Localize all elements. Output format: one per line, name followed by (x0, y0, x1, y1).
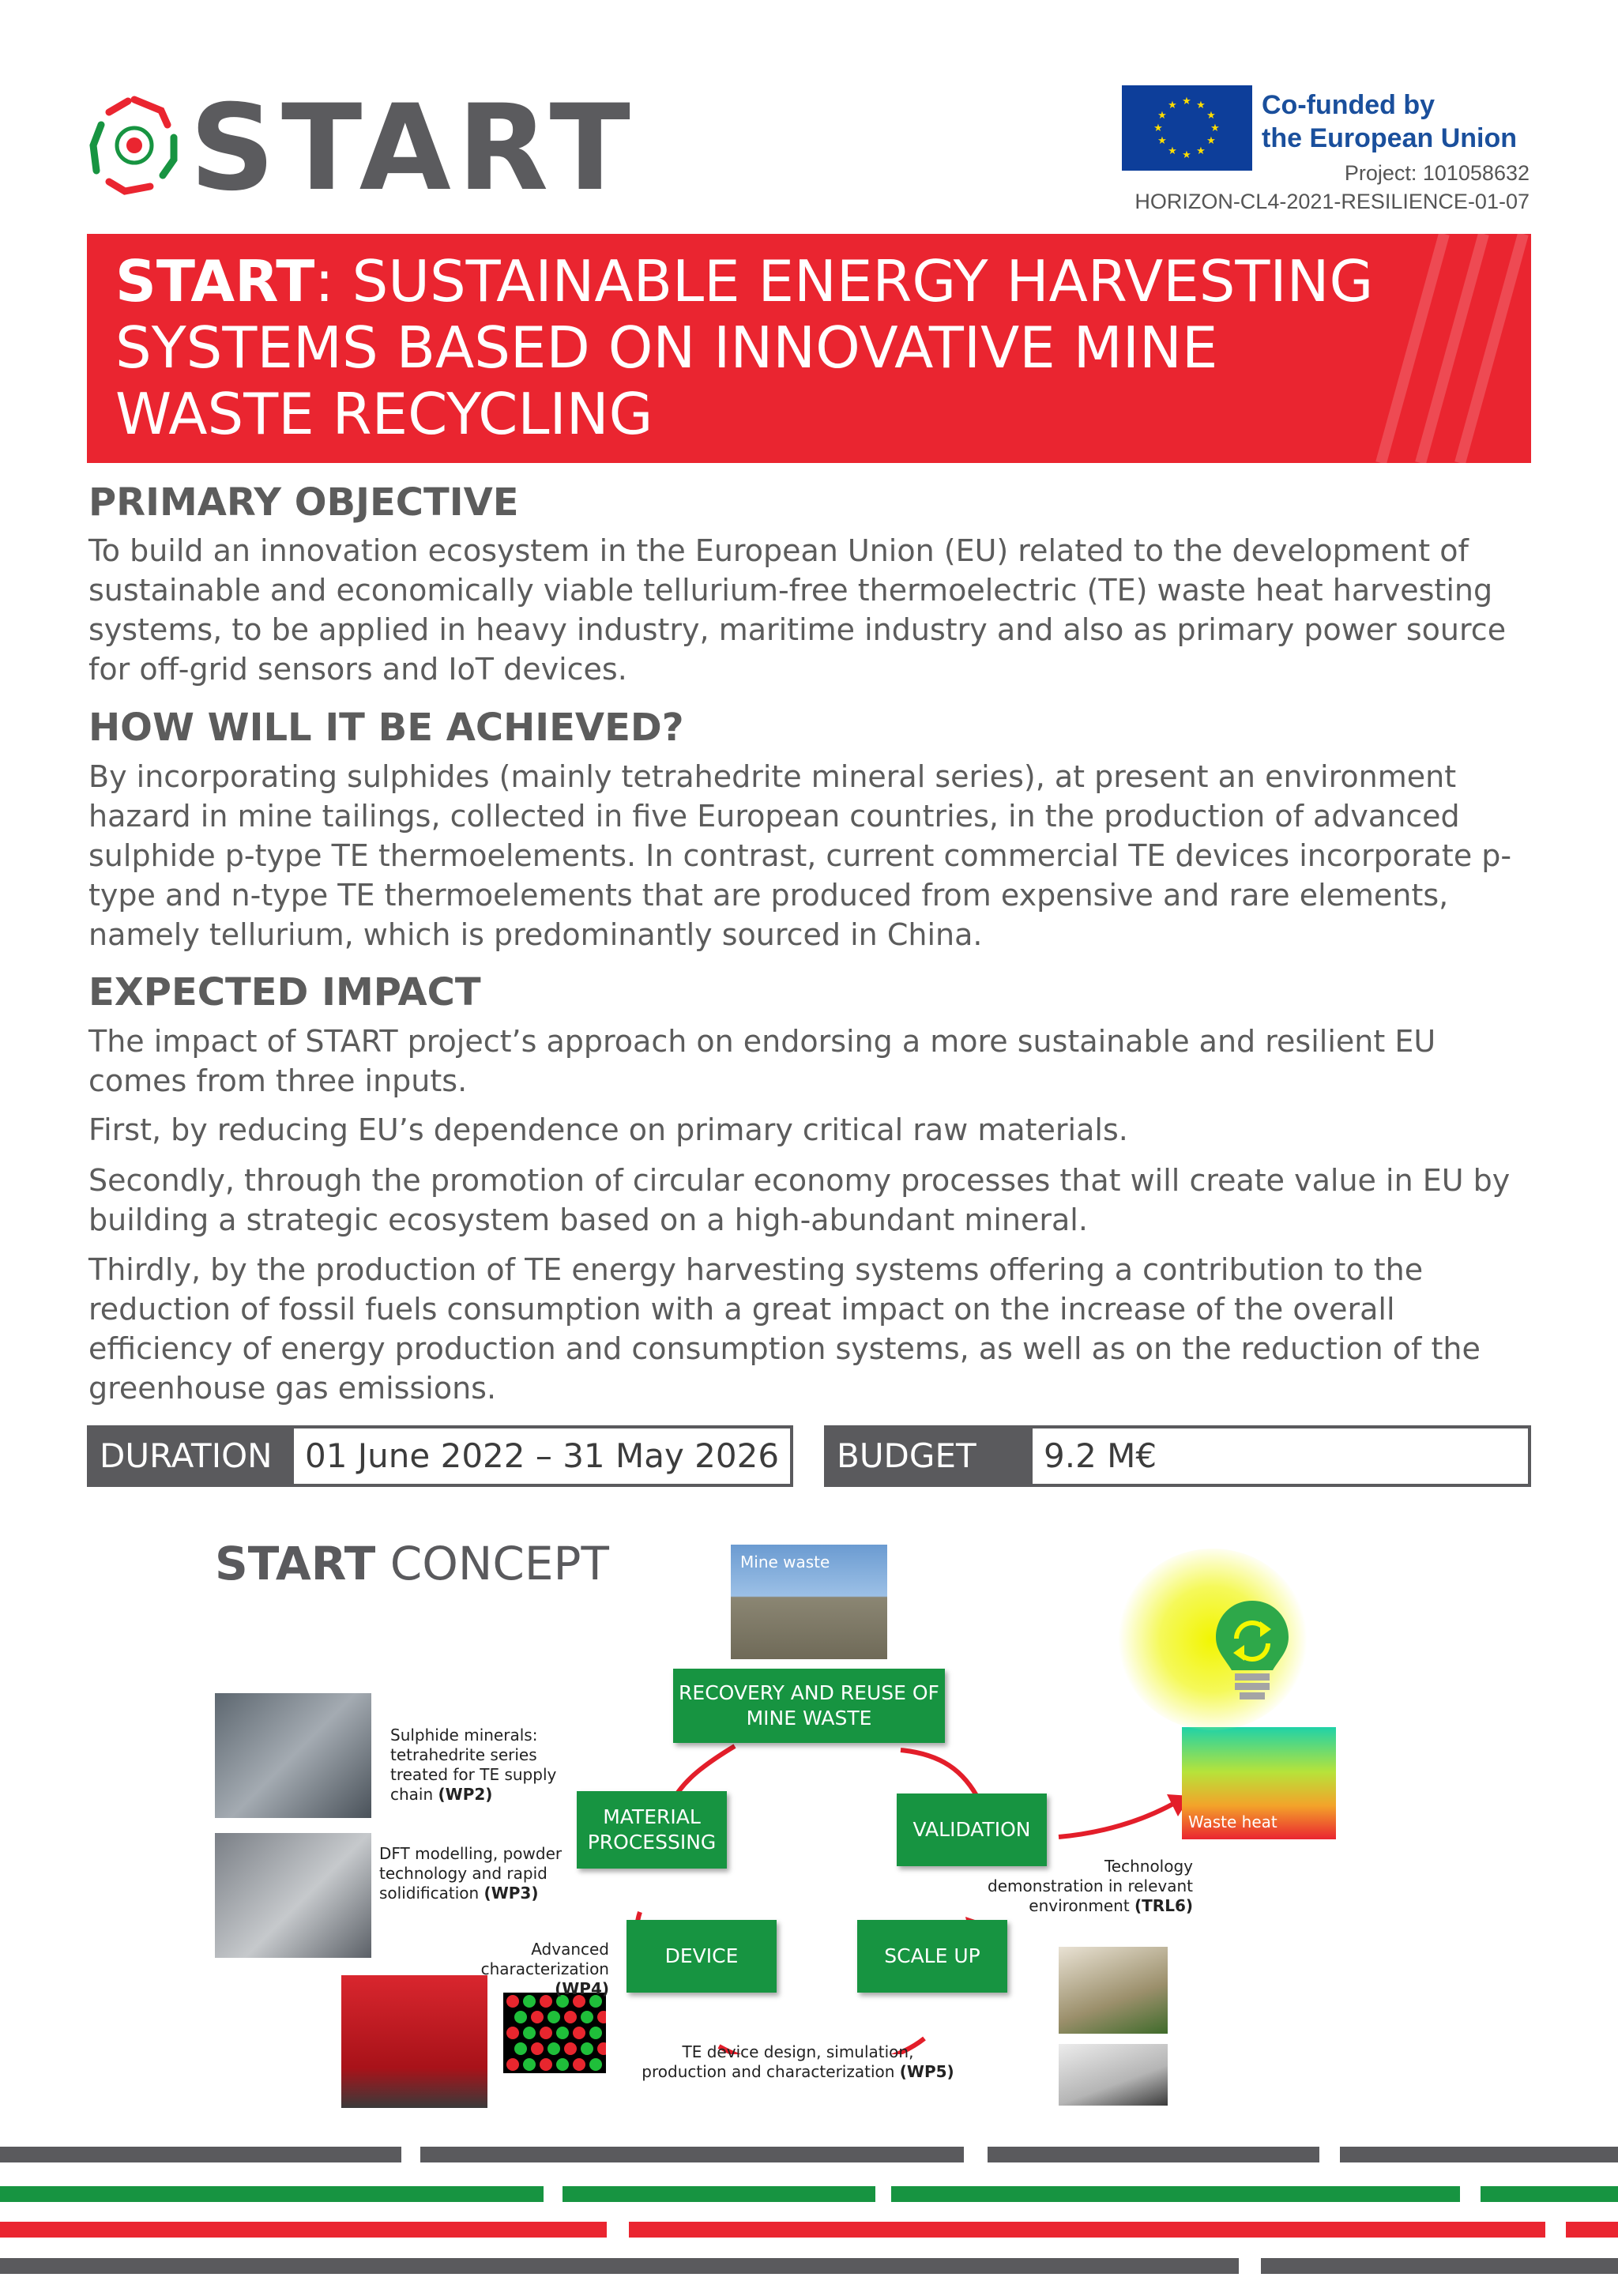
call-identifier: HORIZON-CL4-2021-RESILIENCE-01-07 (1134, 190, 1530, 213)
mine-waste-photo (731, 1545, 887, 1659)
lattice-dot (531, 2011, 544, 2023)
stripe-grey-3 (988, 2147, 1319, 2162)
svg-text:★: ★ (1168, 145, 1177, 157)
lattice-dot (589, 2027, 602, 2039)
lattice-dot (573, 2027, 585, 2039)
concept-title (215, 1537, 609, 1590)
lattice-dot (540, 2058, 552, 2071)
lattice-dot (547, 2011, 560, 2023)
svg-text:★: ★ (1168, 100, 1177, 111)
lattice-dot (540, 2027, 552, 2039)
lattice-dot (547, 2042, 560, 2055)
lattice-dot (523, 2058, 536, 2071)
caption-wp3-text: DFT modelling, powder technology and rapid solidification (379, 1844, 563, 1903)
powder-lab-photo (215, 1833, 371, 1958)
objective-heading: PRIMARY OBJECTIVE (88, 480, 519, 525)
concept-title-rest: CONCEPT (375, 1537, 609, 1590)
lattice-dot (564, 2011, 577, 2023)
stripe-green-2 (563, 2186, 875, 2202)
how-heading: HOW WILL IT BE ACHIEVED? (88, 706, 684, 750)
lattice-dot (556, 2027, 569, 2039)
caption-trl6 (988, 1857, 1193, 1916)
eu-cofunded-text (1262, 88, 1517, 155)
stripe-green-3 (891, 2186, 1460, 2202)
stripe-red-3 (1566, 2222, 1618, 2238)
box-scale-up: SCALE UP (857, 1920, 1007, 1993)
lattice-dot (581, 2011, 593, 2023)
caption-wp5-line1: TE device design, simulation, (682, 2042, 914, 2061)
te-module-photo (1059, 1947, 1168, 2034)
te-device-photo (1059, 2044, 1168, 2106)
svg-text:★: ★ (1153, 122, 1163, 134)
waste-heat-thermal-image (1182, 1727, 1336, 1839)
caption-wp4-line1: Advanced (531, 1940, 609, 1959)
impact-paragraph-2: First, by reducing EU’s dependence on primary critical raw materials. (88, 1112, 1128, 1147)
box-recovery-reuse: RECOVERY AND REUSE OF MINE WASTE (673, 1669, 945, 1743)
stripe-green-1 (0, 2186, 544, 2202)
start-logo-wordmark: START (190, 80, 637, 217)
svg-text:★: ★ (1206, 110, 1216, 122)
caption-wp5-text: production and characterization (642, 2062, 895, 2081)
eu-line-2: the European Union (1262, 123, 1517, 153)
eu-flag-icon (1122, 85, 1252, 171)
stripe-red-1 (0, 2222, 607, 2238)
caption-wp3-code: (WP3) (484, 1884, 539, 1903)
impact-paragraph-4: Thirdly, by the production of TE energy harvesting systems offering a contribution to the reduction of fossil fuels consumption with a great impact on the increase of the overall efficiency of energy production and consumption systems, as well as on the reduction of the greenhouse gas emissions. (88, 1252, 1481, 1406)
caption-wp4-code: (WP4) (555, 1979, 609, 1998)
stripe-grey-6 (1261, 2258, 1618, 2274)
box-material-processing: MATERIAL PROCESSING (577, 1791, 727, 1869)
arrow-to-waste-heat (1055, 1790, 1197, 1845)
stripe-grey-2 (420, 2147, 964, 2162)
caption-wp4 (431, 1940, 609, 1999)
impact-paragraph-1: The impact of START project’s approach on endorsing a more sustainable and resilient EU comes from three inputs. (88, 1024, 1436, 1098)
caption-trl6-text: Technology demonstration in relevant environment (988, 1857, 1193, 1915)
sulphide-lab-photo (215, 1693, 371, 1818)
lattice-dot (531, 2042, 544, 2055)
project-number: Project: 101058632 (1344, 161, 1530, 185)
stripe-green-4 (1481, 2186, 1618, 2202)
lattice-dot (564, 2042, 577, 2055)
stripe-grey-1 (0, 2147, 401, 2162)
title-bold: START (115, 248, 315, 314)
caption-trl6-code: (TRL6) (1134, 1896, 1193, 1915)
box-validation: VALIDATION (897, 1794, 1047, 1866)
lattice-dot (506, 2058, 519, 2071)
lightbulb-recycle-icon (1213, 1598, 1292, 1708)
svg-text:★: ★ (1210, 122, 1220, 134)
start-logo-icon (85, 93, 183, 198)
caption-wp2 (390, 1726, 596, 1805)
mine-waste-label: Mine waste (740, 1553, 830, 1571)
svg-text:★: ★ (1182, 149, 1191, 161)
lattice-dot (573, 2058, 585, 2071)
impact-heading: EXPECTED IMPACT (88, 970, 481, 1014)
lattice-dot (589, 2058, 602, 2071)
stripe-grey-5 (0, 2258, 1239, 2274)
budget-value: 9.2 M€ (1029, 1425, 1531, 1487)
atomic-lattice-image (503, 1993, 606, 2073)
duration-label: DURATION (87, 1425, 291, 1487)
caption-wp3 (379, 1844, 569, 1903)
stripe-red-2 (629, 2222, 1545, 2238)
lattice-dot (581, 2042, 593, 2055)
eu-line-1: Co-funded by (1262, 90, 1436, 120)
caption-wp5 (632, 2042, 964, 2082)
budget-label: BUDGET (824, 1425, 1029, 1487)
title-banner (87, 234, 1531, 463)
lattice-dot (556, 2058, 569, 2071)
svg-text:★: ★ (1196, 100, 1206, 111)
title-rest: : SUSTAINABLE ENERGY HARVESTING SYSTEMS BASED ON INNOVATIVE MINE WASTE RECYCLING (115, 248, 1374, 447)
stripe-grey-4 (1340, 2147, 1618, 2162)
svg-text:★: ★ (1196, 145, 1206, 157)
svg-text:★: ★ (1206, 135, 1216, 147)
objective-text: To build an innovation ecosystem in the European Union (EU) related to the development of sustainable and economically viable tellurium-free thermoelectric (TE) waste heat harvesting systems, to be applied in heavy industry, maritime industry and also as primary power source for off-grid sensors and IoT devices. (88, 533, 1507, 687)
concept-title-bold: START (215, 1537, 376, 1590)
lattice-dot (514, 2042, 527, 2055)
svg-text:★: ★ (1157, 135, 1167, 147)
svg-text:★: ★ (1157, 110, 1167, 122)
lattice-dot (514, 2011, 527, 2023)
lattice-dot (506, 2027, 519, 2039)
caption-wp2-text: Sulphide minerals: tetrahedrite series treated for TE supply chain (390, 1726, 557, 1804)
waste-heat-label: Waste heat (1188, 1812, 1277, 1831)
lattice-dot (523, 2027, 536, 2039)
box-device: DEVICE (627, 1920, 777, 1993)
concept-cycle-arrows (600, 1722, 1043, 2054)
page-title (115, 248, 1419, 447)
caption-wp5-code: (WP5) (899, 2062, 954, 2081)
svg-text:★: ★ (1182, 96, 1191, 107)
duration-value: 01 June 2022 – 31 May 2026 (291, 1425, 793, 1487)
caption-wp2-code: (WP2) (438, 1785, 493, 1804)
impact-paragraph-3: Secondly, through the promotion of circular economy processes that will create value in EU by building a strategic ecosystem based on a high-abundant mineral. (88, 1163, 1511, 1237)
caption-wp4-text: characterization (480, 1959, 609, 1978)
how-text: By incorporating sulphides (mainly tetrahedrite mineral series), at present an environment hazard in mine tailings, collected in five European countries, in the production of advanced sulphide p-type TE thermoelements. In contrast, current commercial TE devices incorporate p-type and n-type TE thermoelements that are produced from expensive and rare elements, namely tellurium, which is predominantly sourced in China. (88, 759, 1512, 952)
